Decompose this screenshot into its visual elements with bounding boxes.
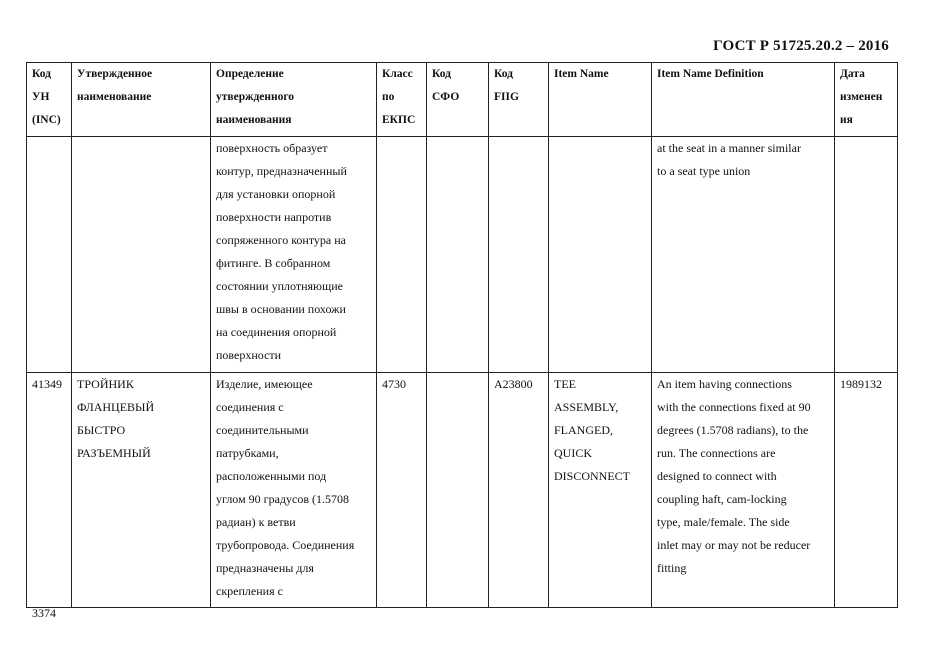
header-line: наименования <box>216 114 292 126</box>
text-line: сопряженного контура на <box>216 233 346 247</box>
catalog-table <box>26 62 898 608</box>
text-line: DISCONNECT <box>554 469 631 483</box>
header-line: Код <box>432 68 452 80</box>
cell-definition-ru <box>211 373 377 608</box>
col-header-fiig-code <box>489 63 549 137</box>
cell-item-name <box>549 373 652 608</box>
cell-item-name-definition <box>652 373 835 608</box>
text-line: поверхности напротив <box>216 210 332 224</box>
table-row-41349 <box>27 373 898 608</box>
col-header-definition-ru <box>211 63 377 137</box>
cell-approved-name <box>72 137 211 373</box>
cell-inc <box>27 137 72 373</box>
text-line: скрепления с <box>216 584 283 598</box>
col-header-sfo-code <box>427 63 489 137</box>
header-line: наименование <box>77 91 152 103</box>
text-line: ASSEMBLY, <box>554 400 619 414</box>
text-line: радиан) к ветви <box>216 515 296 529</box>
header-line: Определение <box>216 68 284 80</box>
document-header-code: ГОСТ Р 51725.20.2 – 2016 <box>713 38 889 54</box>
text-line: fitting <box>657 561 687 575</box>
cell-change-date <box>835 373 898 608</box>
cell-approved-name <box>72 373 211 608</box>
text-line: at the seat in a manner similar <box>657 141 801 155</box>
cell-item-name <box>549 137 652 373</box>
text-line: to a seat type union <box>657 164 751 178</box>
text-line: предназначены для <box>216 561 314 575</box>
cell-inc <box>27 373 72 608</box>
text-line: БЫСТРО <box>77 423 126 437</box>
header-line: Дата <box>840 68 865 80</box>
text-line: run. The connections are <box>657 446 776 460</box>
cell-fiig-code <box>489 373 549 608</box>
header-line: Класс <box>382 68 413 80</box>
text-line: inlet may or may not be reducer <box>657 538 811 552</box>
col-header-ekps-class <box>377 63 427 137</box>
header-line: Item Name <box>554 68 609 80</box>
text-line: with the connections fixed at 90 <box>657 400 811 414</box>
cell-ekps-class <box>377 137 427 373</box>
cell-change-date <box>835 137 898 373</box>
header-line: Код <box>32 68 52 80</box>
inc-value: 41349 <box>32 377 62 391</box>
header-line: изменен <box>840 91 883 103</box>
text-line: ТРОЙНИК <box>77 377 134 391</box>
header-line: ЕКПС <box>382 114 416 126</box>
ekps-class-value: 4730 <box>382 377 406 391</box>
fiig-code-value: A23800 <box>494 377 533 391</box>
text-line: состоянии уплотняющие <box>216 279 343 293</box>
text-line: type, male/female. The side <box>657 515 790 529</box>
text-line: Изделие, имеющее <box>216 377 313 391</box>
text-line: соединительными <box>216 423 309 437</box>
text-line: для установки опорной <box>216 187 336 201</box>
cell-sfo-code <box>427 373 489 608</box>
text-line: фитинге. В собранном <box>216 256 331 270</box>
text-line: на соединения опорной <box>216 325 337 339</box>
text-line: патрубками, <box>216 446 279 460</box>
col-header-approved-name <box>72 63 211 137</box>
text-line: швы в основании похожи <box>216 302 346 316</box>
change-date-value: 1989132 <box>840 377 882 391</box>
cell-ekps-class <box>377 373 427 608</box>
col-header-item-name-definition <box>652 63 835 137</box>
header-line: Код <box>494 68 514 80</box>
header-line: (INC) <box>32 114 61 126</box>
text-line: degrees (1.5708 radians), to the <box>657 423 809 437</box>
text-line: поверхность образует <box>216 141 328 155</box>
cell-definition-ru <box>211 137 377 373</box>
col-header-change-date <box>835 63 898 137</box>
text-line: FLANGED, <box>554 423 613 437</box>
cell-fiig-code <box>489 137 549 373</box>
cell-item-name-definition <box>652 137 835 373</box>
header-line: ия <box>840 114 853 126</box>
text-line: расположенными под <box>216 469 327 483</box>
header-line: Утвержденное <box>77 68 153 80</box>
header-line: FIIG <box>494 91 519 103</box>
header-line: Item Name Definition <box>657 68 764 80</box>
text-line: углом 90 градусов (1.5708 <box>216 492 350 506</box>
cell-sfo-code <box>427 137 489 373</box>
header-line: утвержденного <box>216 91 295 103</box>
text-line: An item having connections <box>657 377 792 391</box>
text-line: трубопровода. Соединения <box>216 538 355 552</box>
table-row-continuation <box>27 137 898 373</box>
text-line: поверхности <box>216 348 282 362</box>
text-line: РАЗЪЕМНЫЙ <box>77 446 151 460</box>
col-header-inc <box>27 63 72 137</box>
header-line: УН <box>32 91 50 103</box>
text-line: соединения с <box>216 400 284 414</box>
text-line: TEE <box>554 377 576 391</box>
text-line: ФЛАНЦЕВЫЙ <box>77 400 155 414</box>
text-line: designed to connect with <box>657 469 777 483</box>
page-number: 3374 <box>32 606 56 620</box>
header-line: по <box>382 91 395 103</box>
col-header-item-name <box>549 63 652 137</box>
text-line: контур, предназначенный <box>216 164 347 178</box>
text-line: QUICK <box>554 446 592 460</box>
table-header-row <box>27 63 898 137</box>
text-line: coupling haft, cam-locking <box>657 492 787 506</box>
header-line: СФО <box>432 91 460 103</box>
